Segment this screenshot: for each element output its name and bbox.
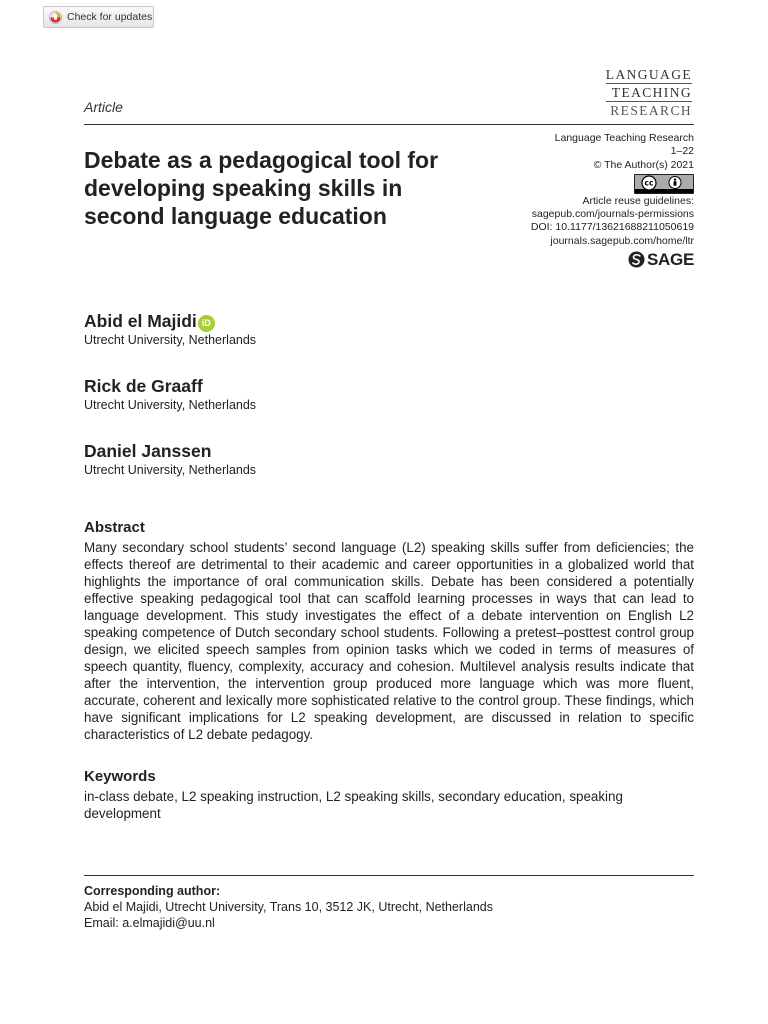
article-metadata [531,132,694,272]
article-type-label: Article [84,99,123,115]
sage-logo-icon [628,251,645,268]
journal-logo-line1: LANGUAGE [605,67,692,82]
check-for-updates-icon [49,11,62,24]
journal-name: Language Teaching Research [554,132,694,144]
author-name: Rick de Graaff [84,376,203,396]
author-affiliation: Utrecht University, Netherlands [84,463,257,477]
corresponding-author-email[interactable]: Email: a.elmajidi@uu.nl [84,916,215,930]
sage-logo-text: SAGE [647,249,694,269]
reuse-guidelines-link[interactable]: sagepub.com/journals-permissions [531,208,694,221]
svg-text:cc: cc [644,178,654,188]
journal-logo-line3: RESEARCH [606,101,692,119]
author-name [84,311,215,332]
sage-logo [628,251,694,268]
page-range: 1–22 [670,145,694,158]
copyright: © The Author(s) 2021 [593,158,694,171]
abstract-text: Many secondary school students’ second language (L2) speaking skills suffer from deficiencies; the effects thereof are detrimental to their academic and career opportunities in a globalized world that highlights the importance of oral communication skills. Debate has been considered a potentially effective speaking pedagogical tool that can scaffold learning processes in ways that can lead to language development. This study investigates the effect of a debate intervention on English L2 speaking competence of Dutch secondary school students. Following a pretest–posttest control group design, we elicited speech samples from opinion tasks which we coded in terms of measures of speech quantity, fluency, complexity, accuracy and cohesion. Multilevel analysis results indicate that after the intervention, the intervention group produced more language which was more fluent, accurate, coherent and lexically more sophisticated relative to the control group. These findings, which have significant implications for L2 speaking development, are discussed in relation to specific characteristics of L2 debate pedagogy. [84,540,694,742]
author-name-text: Abid el Majidi [84,311,197,331]
cc-by-icon [634,174,694,194]
article-title: Debate as a pedagogical tool for developing speaking skills in second language education [84,147,439,229]
footer-divider [84,875,694,876]
check-for-updates-button[interactable] [43,6,154,28]
abstract-heading: Abstract [84,519,145,536]
orcid-icon[interactable]: iD [198,315,215,332]
reuse-guidelines-label: Article reuse guidelines: [582,194,694,207]
author-name: Daniel Janssen [84,441,212,461]
author-affiliation: Utrecht University, Netherlands [84,333,257,347]
header-divider [84,124,694,125]
check-for-updates-label: Check for updates [67,11,153,23]
doi[interactable]: DOI: 10.1177/13621688211050619 [530,221,694,234]
journal-home-link[interactable]: journals.sagepub.com/home/ltr [550,234,694,247]
author-affiliation: Utrecht University, Netherlands [84,398,257,412]
journal-logo-line2: TEACHING [606,83,692,101]
keywords-text: in-class debate, L2 speaking instruction, L2 speaking skills, secondary education, speaking development [84,789,623,821]
journal-logo [606,66,692,119]
corresponding-author-heading: Corresponding author: [84,884,221,898]
keywords-heading: Keywords [84,768,156,785]
corresponding-author-address: Abid el Majidi, Utrecht University, Trans 10, 3512 JK, Utrecht, Netherlands [84,900,493,914]
